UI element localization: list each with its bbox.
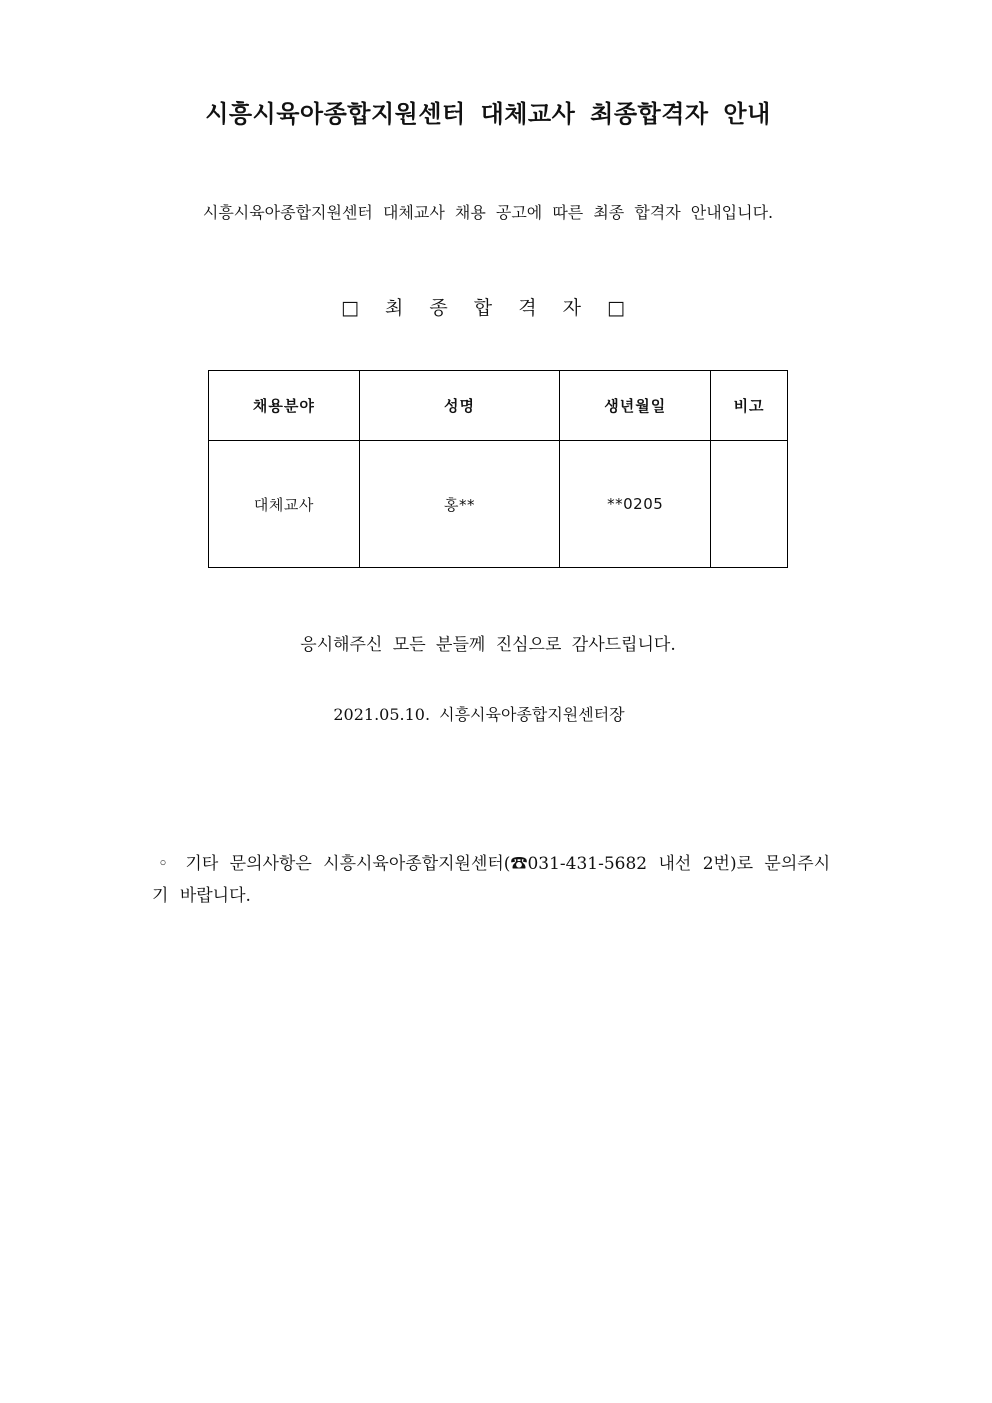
date-signature: 2021.05.10. 시흥시육아종합지원센터장 xyxy=(333,705,625,724)
cell-field: 대체교사 xyxy=(209,441,360,568)
header-note: 비고 xyxy=(711,371,788,441)
cell-name: 홍** xyxy=(359,441,560,568)
section-heading: □ 최 종 합 격 자 □ xyxy=(341,297,635,319)
header-name: 성명 xyxy=(359,371,560,441)
cell-note xyxy=(711,441,788,568)
bullet-icon: ◦ xyxy=(157,854,169,874)
table-row xyxy=(209,441,788,568)
final-candidates-table xyxy=(208,370,788,568)
contact-text: 기타 문의사항은 시흥시육아종합지원센터(☎031-431-5682 내선 2번)로 문의주시기 바랍니다. xyxy=(152,854,831,906)
intro-text: 시흥시육아종합지원센터 대체교사 채용 공고에 따른 최종 합격자 안내입니다. xyxy=(202,203,774,222)
thanks-text: 응시해주신 모든 분들께 진심으로 감사드립니다. xyxy=(300,635,676,655)
table-header-row xyxy=(209,371,788,441)
header-birthdate: 생년월일 xyxy=(560,371,711,441)
page-title: 시흥시육아종합지원센터 대체교사 최종합격자 안내 xyxy=(205,99,771,128)
cell-birthdate: **0205 xyxy=(560,441,711,568)
contact-note xyxy=(152,848,832,912)
header-field: 채용분야 xyxy=(209,371,360,441)
